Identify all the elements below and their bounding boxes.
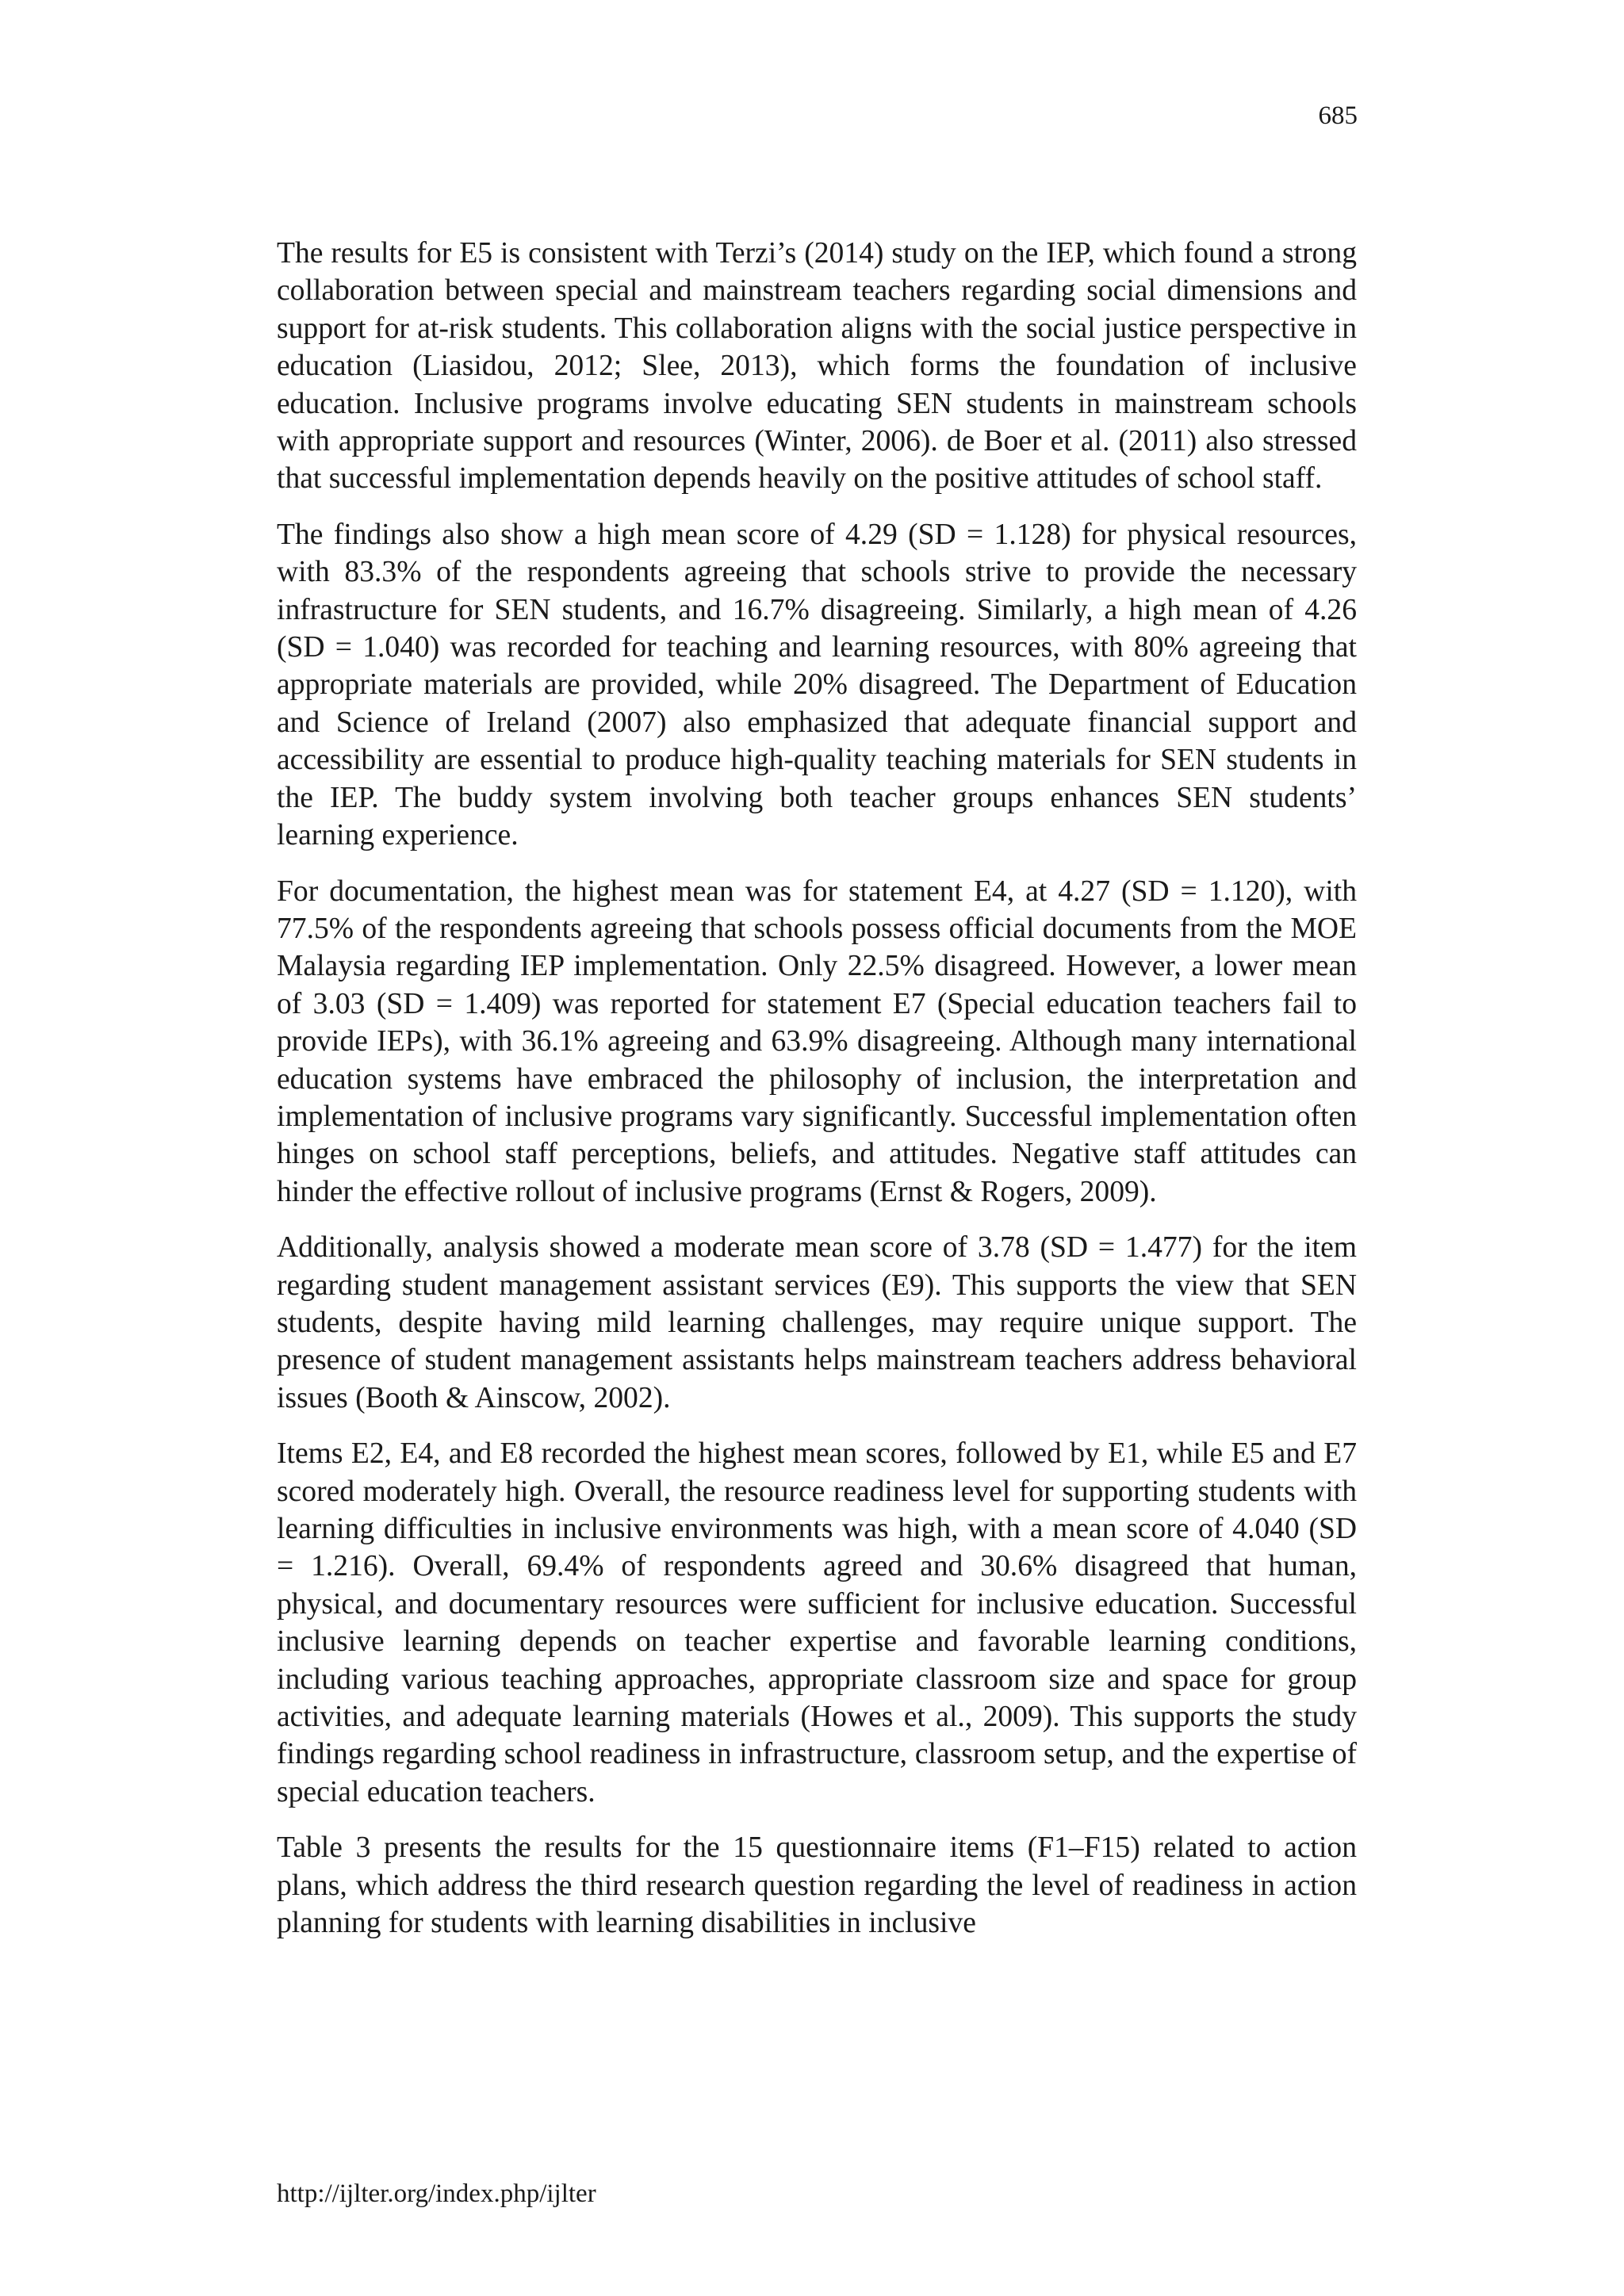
paragraph-physical-resources: The findings also show a high mean score of 4.29 (SD = 1.128) for physical resources, with 83.3% of the respondents agreeing that schools strive to provide the necessary infrastructure for SEN students, and 16.7% disagreeing. Similarly, a high mean of 4.26 (SD = 1.040) was recorded for teaching and learning resources, with 80% agreeing that appropriate materials are provided, while 20% disagreed. The Department of Education and Science of Ireland (2007) also emphasized that adequate financial support and accessibility are essential to produce high-quality teaching materials for SEN students in the IEP. The buddy system involving both teacher groups enhances SEN students’ learning experience. [277,518,1357,852]
article-body [277,235,1357,1960]
paragraph-overall-readiness: Items E2, E4, and E8 recorded the highest mean scores, followed by E1, while E5 and E7 scored moderately high. Overall, the resource readiness level for supporting students with learning difficulties in inclusive environments was high, with a mean score of 4.040 (SD = 1.216). Overall, 69.4% of respondents agreed and 30.6% disagreed that human, physical, and documentary resources were sufficient for inclusive education. Successful inclusive learning depends on teacher expertise and favorable learning conditions, including various teaching approaches, appropriate classroom size and space for group activities, and adequate learning materials (Howes et al., 2009). This supports the study findings regarding school readiness in infrastructure, classroom setup, and the expertise of special education teachers. [277,1437,1357,1808]
page-number: 685 [1318,101,1358,130]
footer-url: http://ijlter.org/index.php/ijlter [277,2179,596,2208]
paragraph-documentation: For documentation, the highest mean was for statement E4, at 4.27 (SD = 1.120), with 77.5% of the respondents agreeing that schools possess official documents from the MOE Malaysia regarding IEP implementation. Only 22.5% disagreed. However, a lower mean of 3.03 (SD = 1.409) was reported for statement E7 (Special education teachers fail to provide IEPs), with 36.1% agreeing and 63.9% disagreeing. Although many international education systems have embraced the philosophy of inclusion, the interpretation and implementation of inclusive programs vary significantly. Successful implementation often hinges on school staff perceptions, beliefs, and attitudes. Negative staff attitudes can hinder the effective rollout of inclusive programs (Ernst & Rogers, 2009). [277,874,1357,1208]
paragraph-student-management-assistant: Additionally, analysis showed a moderate mean score of 3.78 (SD = 1.477) for the item regarding student management assistant services (E9). This supports the view that SEN students, despite having mild learning challenges, may require unique support. The presence of student management assistants helps mainstream teachers address behavioral issues (Booth & Ainscow, 2002). [277,1231,1357,1414]
paragraph-table-3-intro: Table 3 presents the results for the 15 questionnaire items (F1–F15) related to action plans, which address the third research question regarding the level of readiness in action planning for students with learning disabilities in inclusive [277,1831,1357,1940]
paragraph-e5-collaboration: The results for E5 is consistent with Terzi’s (2014) study on the IEP, which found a strong collaboration between special and mainstream teachers regarding social dimensions and support for at-risk students. This collaboration aligns with the social justice perspective in education (Liasidou, 2012; Slee, 2013), which forms the foundation of inclusive education. Inclusive programs involve educating SEN students in mainstream schools with appropriate support and resources (Winter, 2006). de Boer et al. (2011) also stressed that successful implementation depends heavily on the positive attitudes of school staff. [277,237,1357,496]
